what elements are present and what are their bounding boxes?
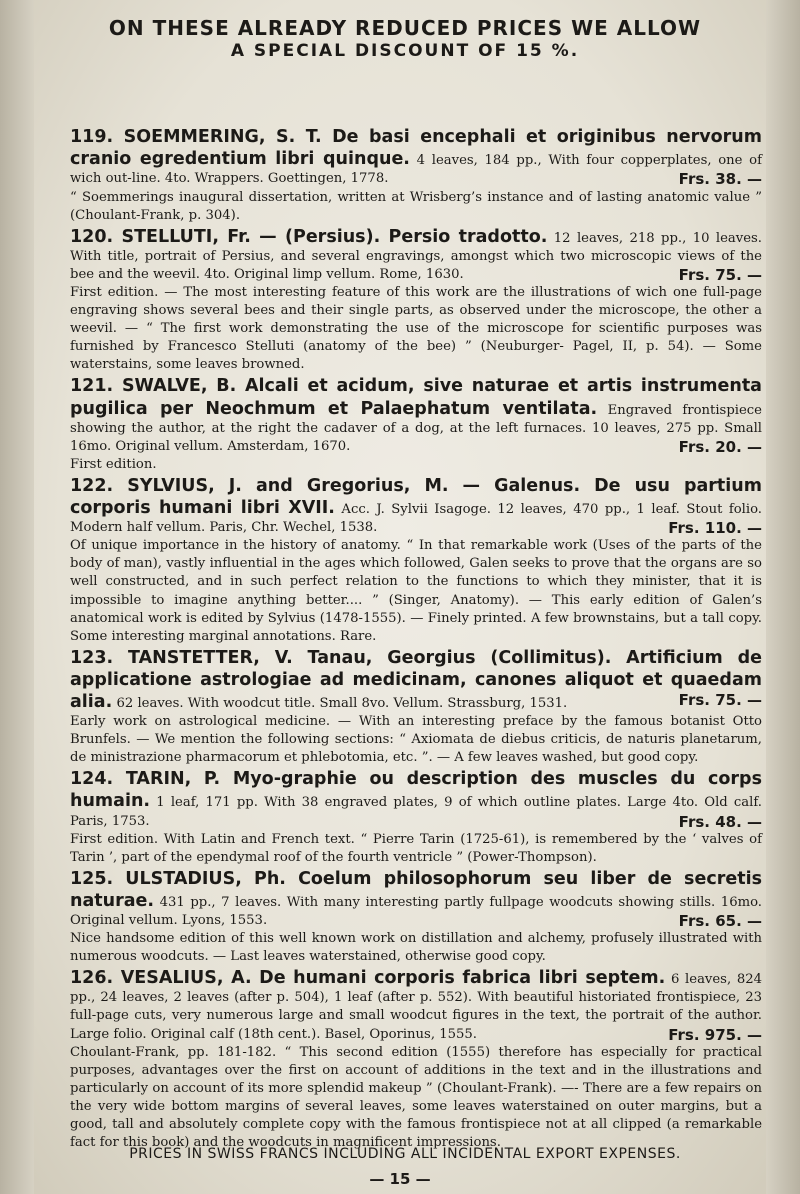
entry-price: Frs. 110. — [668,519,762,538]
entry-price: Frs. 75. — [678,265,762,284]
catalogue-entry [48,375,762,473]
entry-note: First edition. [70,456,157,472]
banner-line-1: ON THESE ALREADY REDUCED PRICES WE ALLOW [108,16,702,40]
entry-heading: 120. STELLUTI, Fr. — (Persius). Persio tradotto. [70,226,548,247]
entry-list [48,126,762,1152]
entry-heading: 124. TARIN, P. Myo-graphie ou description des muscles du corps humain. [70,769,762,812]
entry-description: 431 pp., 7 leaves. With many interesting partly fullpage woodcuts showing stills. 16mo. Original vellum. Lyons, 1553. [70,894,762,928]
page-number: — 15 — [369,1170,431,1188]
catalogue-entry [48,647,762,768]
entry-note: Choulant-Frank, pp. 181-182. “ This second edition (1555) therefore has especially for practical purposes, advantages over the first on account of additions in the text and in the illustrations and particularly on account of its more splendid makeup ” (Choulant-Frank). —- There are a few repairs on the very wide bottom margins of several leaves, some leaves waterstained on outer margins, but a good, tall and absolutely complete copy with the famous frontispiece not at all clipped (a remarkable fact for this book) and the woodcuts in magnificent impressions. [70,1044,762,1151]
entry-heading: 119. SOEMMERING, S. T. De basi encephali et originibus nervorum cranio egredentium libri quinque. [70,127,762,170]
entry-note: Early work on astrological medicine. — With an interesting preface by the famous botanist Otto Brunfels. — We mention the following sections: “ Axiomata de diebus criticis, de naturis planetarum, de ministrazione pharmacorum et phlebotomia, etc. ”. — A few leaves washed, but good copy. [70,714,762,766]
entry-price: Frs. 38. — [678,170,762,189]
entry-description: 1 leaf, 171 pp. With 38 engraved plates, 9 of which outline plates. Large 4to. Old calf. Paris, 1753. [70,795,762,829]
catalogue-entry [48,226,762,375]
entry-note: First edition. With Latin and French text. “ Pierre Tarin (1725-61), is remembered by the ‘ valves of Tarin ’, part of the ependymal roof of the fourth ventricle ” (Power-Thompson). [70,831,762,865]
catalogue-entry [48,768,762,866]
entry-note: “ Soemmerings inaugural dissertation, written at Wrisberg’s instance and of lasting anatomic value ” (Choulant-Frank, p. 304). [70,189,762,223]
entry-heading: 125. ULSTADIUS, Ph. Coelum philosophorum seu liber de secretis naturae. [70,868,762,911]
catalogue-entry [48,967,762,1152]
banner-line-2: A SPECIAL DISCOUNT OF 15 %. [230,41,580,61]
catalogue-entry [48,126,762,224]
entry-price: Frs. 20. — [678,437,762,456]
catalogue-entry [48,475,762,646]
discount-banner [48,16,762,62]
entry-description: Acc. J. Sylvii Isagoge. 12 leaves, 470 pp., 1 leaf. Stout folio. Modern half vellum. Paris, Chr. Wechel, 1538. [70,502,762,536]
entry-description: 62 leaves. With woodcut title. Small 8vo. Vellum. Strassburg, 1531. [116,695,568,711]
entry-heading: 126. VESALIUS, A. De humani corporis fabrica libri septem. [70,968,666,989]
page-edge-right [766,0,800,1194]
entry-note: First edition. — The most interesting feature of this work are the illustrations of wich one full-page engraving shows several bees and their single parts, as observed under the microscope, the other a weevil. — “ The first work demonstrating the use of the microscope for scientific purposes was furnished by Francesco Stelluti (anatomy of the bee) ” (Neuburger- Pagel, II, p. 54). — Some waterstains, some leaves browned. [70,285,762,373]
price-footer: PRICES IN SWISS FRANCS INCLUDING ALL INCIDENTAL EXPORT EXPENSES. [129,1146,681,1162]
entry-price: Frs. 975. — [668,1025,762,1044]
catalogue-entry [48,868,762,966]
entry-description: Engraved frontispiece showing the author, at the right the cadaver of a dog, at the left furnaces. 10 leaves, 275 pp. Small 16mo. Original vellum. Amsterdam, 1670. [70,402,762,454]
entry-description: 12 leaves, 218 pp., 10 leaves. With title, portrait of Persius, and several engravings, amongst which two microscopic views of the bee and the weevil. 4to. Original limp vellum. Rome, 1630. [70,230,762,282]
entry-heading: 121. SWALVE, B. Alcali et acidum, sive naturae et artis instrumenta pugilica per Neochmum et Palaephatum ventilata. [70,376,762,419]
entry-description: 4 leaves, 184 pp., With four copperplates, one of wich out-line. 4to. Wrappers. Goettingen, 1778. [70,153,762,187]
entry-description: 6 leaves, 824 pp., 24 leaves, 2 leaves (after p. 504), 1 leaf (after p. 552). With beautiful historiated frontispiece, 23 full-page cuts, very numerous large and small woodcut figures in the text, the portrait of the author. Large folio. Original calf (18th cent.). Basel, Oporinus, 1555. [70,972,762,1042]
entry-price: Frs. 48. — [678,812,762,831]
entry-note: Nice handsome edition of this well known work on distillation and alchemy, profusely illustrated with numerous woodcuts. — Last leaves waterstained, otherwise good copy. [70,931,762,965]
entry-price: Frs. 65. — [678,912,762,930]
entry-heading: 123. TANSTETTER, V. Tanau, Georgius (Collimitus). Artificium de applicatione astrologiae ad medicinam, canones aliquot et quaedam alia. [70,647,762,712]
entry-price: Frs. 75. — [678,690,762,709]
entry-heading: 122. SYLVIUS, J. and Gregorius, M. — Galenus. De usu partium corporis humani libri XVII. [70,475,762,519]
page-edge-left [0,0,34,1194]
entry-note: Of unique importance in the history of anatomy. “ In that remarkable work (Uses of the parts of the body of man), vastly influential in the ages which followed, Galen seeks to prove that the organs are so well constructed, and in such perfect relation to the functions to which they minister, that it is impossible to imagine anything better.... ” (Singer, Anatomy). — This early edition of Galen’s anatomical work is edited by Sylvius (1478-1555). — Finely printed. A few brownstains, but a tall copy. Some interesting marginal annotations. Rare. [70,538,762,644]
